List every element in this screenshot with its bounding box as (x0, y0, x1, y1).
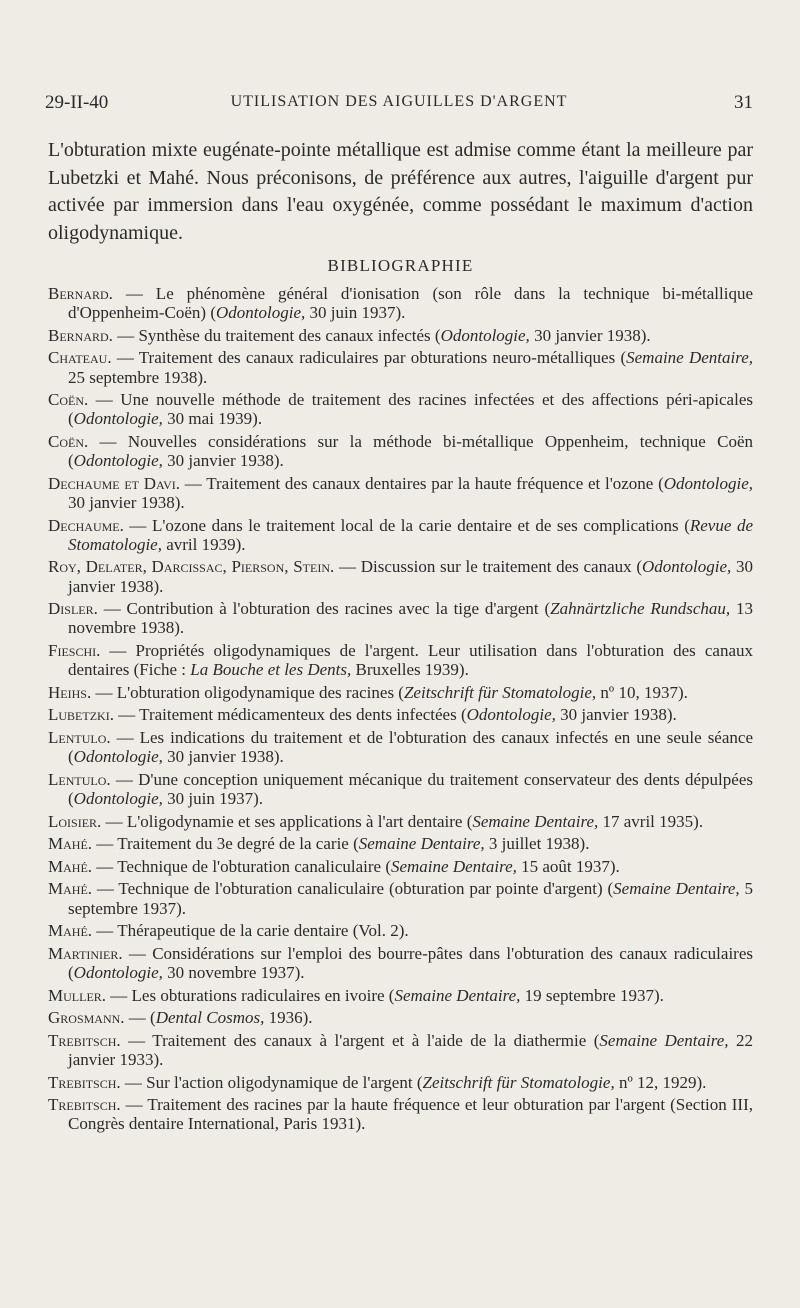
entry-details: 30 mai 1939). (162, 409, 263, 429)
entry-details: 22 janvier 1933). (68, 1030, 754, 1069)
entry-text: — Propriétés oligodynamiques de l'argent. Leur utilisation dans l'obturation des canaux dentaires (Fiche : (68, 640, 753, 680)
entry-details: 30 janvier 1938). (68, 492, 185, 512)
entry-text: — Les obturations radiculaires en ivoire ( (106, 985, 395, 1005)
entry-author: Grosmann. (48, 1008, 125, 1028)
entry-author: Mahé. (48, 921, 93, 941)
entry-text: — Technique de l'obturation canaliculaire ( (92, 856, 391, 876)
bibliography-entry (48, 986, 753, 1005)
entry-author: Lentulo. (48, 727, 111, 747)
entry-details: 30 juin 1937). (162, 788, 264, 808)
entry-text: — D'une conception uniquement mécanique du traitement conservateur des dents dépulpées ( (68, 769, 753, 808)
entry-details: 1936). (264, 1008, 313, 1028)
entry-source: Semaine Dentaire, (390, 856, 517, 876)
entry-source: Odontologie, (440, 325, 530, 345)
entry-details: 30 janvier 1938). (529, 325, 651, 345)
bibliography-entry (48, 834, 753, 853)
entry-details: 5 septembre 1937). (68, 879, 754, 918)
entry-text: — Traitement du 3e degré de la carie ( (92, 834, 359, 854)
entry-source: Semaine Dentaire, (394, 985, 521, 1005)
entry-details: 3 juillet 1938). (484, 834, 590, 854)
entry-author: Chateau. (48, 348, 112, 368)
bibliography-list (48, 284, 753, 1137)
entry-source: Dental Cosmos, (155, 1008, 265, 1028)
entry-author: Martinier. (48, 943, 123, 963)
entry-text: — Les indications du traitement et de l'obturation des canaux infectés en une seule séance ( (68, 727, 753, 767)
bibliography-entry (48, 728, 753, 766)
entry-author: Lentulo. (48, 769, 111, 789)
entry-text: — Une nouvelle méthode de traitement des racines infectées et des affections péri-apicales ( (68, 390, 753, 429)
bibliography-entry (48, 1031, 753, 1069)
bibliography-entry (48, 1008, 753, 1027)
page-number: 31 (734, 92, 753, 113)
entry-source: La Bouche et les Dents, (190, 660, 352, 680)
entry-details: 30 juin 1937). (305, 303, 406, 323)
entry-text: — Technique de l'obturation canaliculaire (obturation par pointe d'argent) ( (92, 879, 614, 899)
entry-details: nº 12, 1929). (614, 1072, 707, 1092)
running-title: UTILISATION DES AIGUILLES D'ARGENT (230, 93, 568, 110)
entry-author: Dechaume. (48, 515, 124, 535)
entry-text: — L'ozone dans le traitement local de la carie dentaire et de ses complications ( (123, 515, 690, 535)
bibliography-title: BIBLIOGRAPHIE (327, 256, 474, 275)
entry-author: Fieschi. (48, 640, 101, 660)
entry-text: — Traitement des canaux à l'argent et à l'aide de la diathermie ( (120, 1030, 600, 1050)
bibliography-entry (48, 1073, 753, 1092)
entry-details: 17 avril 1935). (598, 811, 704, 831)
bibliography-entry (48, 770, 753, 808)
entry-text: — Traitement des canaux radiculaires par obturations neuro-métalliques ( (111, 348, 627, 368)
entry-source: Odontologie, (642, 557, 732, 577)
entry-details: 30 janvier 1938). (162, 747, 284, 767)
bibliography-entry (48, 474, 753, 512)
bibliography-entry (48, 879, 753, 917)
entry-source: Odontologie, (663, 473, 753, 493)
entry-details: avril 1939). (161, 534, 246, 554)
entry-author: Trebitsch. (48, 1095, 121, 1115)
bibliography-entry (48, 1095, 753, 1133)
entry-details: 30 novembre 1937). (162, 962, 305, 982)
entry-author: Heihs. (48, 682, 92, 702)
entry-details: nº 10, 1937). (596, 682, 688, 702)
entry-source: Odontologie, (466, 705, 556, 725)
entry-source: Revue de Stomatologie, (68, 515, 753, 554)
bibliography-entry (48, 641, 753, 679)
entry-author: Dechaume et Davi. (48, 473, 181, 493)
bibliography-entry (48, 857, 753, 876)
entry-source: Semaine Dentaire, (613, 879, 740, 899)
entry-text: — Thérapeutique de la carie dentaire (Vol. 2). (92, 921, 409, 941)
entry-details: 19 septembre 1937). (520, 985, 664, 1005)
entry-text: — L'obturation oligodynamique des racines ( (91, 682, 404, 702)
entry-author: Muller. (48, 985, 107, 1005)
entry-source: Odontologie, (73, 962, 163, 982)
entry-source: Semaine Dentaire, (472, 811, 599, 831)
bibliography-entry (48, 557, 753, 595)
entry-text: — Discussion sur le traitement des canaux ( (334, 557, 643, 577)
bibliography-entry (48, 812, 753, 831)
entry-author: Disler. (48, 599, 98, 619)
entry-details: Bruxelles 1939). (351, 660, 469, 680)
bibliography-entry (48, 944, 753, 982)
entry-source: Semaine Dentaire, (599, 1030, 729, 1050)
entry-details: 30 janvier 1938). (68, 557, 753, 596)
entry-source: Semaine Dentaire, (358, 834, 485, 854)
entry-source: Zeitschrift für Stomatologie, (422, 1072, 615, 1092)
entry-details: 15 août 1937). (516, 856, 620, 876)
entry-source: Odontologie, (73, 409, 163, 429)
page-header (45, 92, 753, 116)
entry-author: Mahé. (48, 856, 93, 876)
entry-source: Odontologie, (216, 303, 306, 323)
entry-text: — Considérations sur l'emploi des bourre-pâtes dans l'obturation des canaux radiculaires ( (68, 943, 753, 982)
entry-author: Coën. (48, 390, 89, 410)
entry-text: — Contribution à l'obturation des racines avec la tige d'argent ( (97, 599, 551, 619)
entry-text: — Synthèse du traitement des canaux infectés ( (112, 325, 441, 345)
entry-author: Trebitsch. (48, 1072, 121, 1092)
entry-text: — L'oligodynamie et ses applications à l'art dentaire ( (101, 811, 473, 831)
bibliography-entry (48, 683, 753, 702)
entry-text: — Le phénomène général d'ionisation (son rôle dans la technique bi-métallique d'Oppenheim-Coën) ( (68, 284, 753, 323)
entry-text: — Traitement médicamenteux des dents infectées ( (113, 705, 467, 725)
entry-details: 30 janvier 1938). (162, 451, 284, 471)
bibliography-entry (48, 284, 753, 322)
entry-source: Semaine Dentaire, (626, 348, 754, 368)
entry-author: Roy, Delater, Darcissac, Pierson, Stein. (48, 557, 335, 577)
bibliography-entry (48, 599, 753, 637)
bibliography-entry (48, 516, 753, 554)
entry-author: Mahé. (48, 879, 93, 899)
entry-author: Bernard. (48, 325, 113, 345)
entry-source: Odontologie, (73, 788, 163, 808)
entry-source: Odontologie, (73, 451, 163, 471)
entry-text: — Nouvelles considérations sur la méthode bi-métallique Oppenheim, technique Coën ( (68, 431, 753, 471)
intro-paragraph: L'obturation mixte eugénate-pointe métallique est admise comme étant la meilleure par Lubetzki et Mahé. Nous préconisons, de préférence aux autres, l'aiguille d'argent pur activée par immersion dans l'eau oxygénée, comme possédant le maximum d'action oligodynamique. (48, 139, 753, 244)
entry-text: — Traitement des racines par la haute fréquence et leur obturation par l'argent (Section III, Congrès dentaire International, Paris 1931). (68, 1095, 753, 1134)
entry-text: — Sur l'action oligodynamique de l'argent ( (120, 1072, 423, 1092)
bibliography-entry (48, 348, 753, 386)
bibliography-entry (48, 921, 753, 940)
entry-author: Bernard. (48, 284, 113, 303)
bibliography-entry (48, 432, 753, 470)
bibliography-entry (48, 326, 753, 345)
entry-author: Mahé. (48, 834, 93, 854)
entry-source: Zahnärtzliche Rundschau, (550, 599, 731, 619)
entry-source: Odontologie, (73, 747, 163, 767)
entry-source: Zeitschrift für Stomatologie, (403, 682, 597, 702)
bibliography-entry (48, 390, 753, 428)
bibliography-entry (48, 705, 753, 724)
header-date: 29-II-40 (45, 92, 109, 113)
entry-author: Trebitsch. (48, 1030, 121, 1050)
entry-author: Coën. (48, 431, 89, 451)
entry-author: Lubetzki. (48, 705, 114, 725)
entry-details: 30 janvier 1938). (555, 705, 677, 725)
entry-author: Loisier. (48, 811, 102, 831)
entry-text: — Traitement des canaux dentaires par la haute fréquence et l'ozone ( (180, 473, 664, 493)
entry-details: 25 septembre 1938). (68, 367, 208, 387)
entry-details: 13 novembre 1938). (68, 599, 754, 638)
entry-text: — ( (124, 1008, 156, 1028)
